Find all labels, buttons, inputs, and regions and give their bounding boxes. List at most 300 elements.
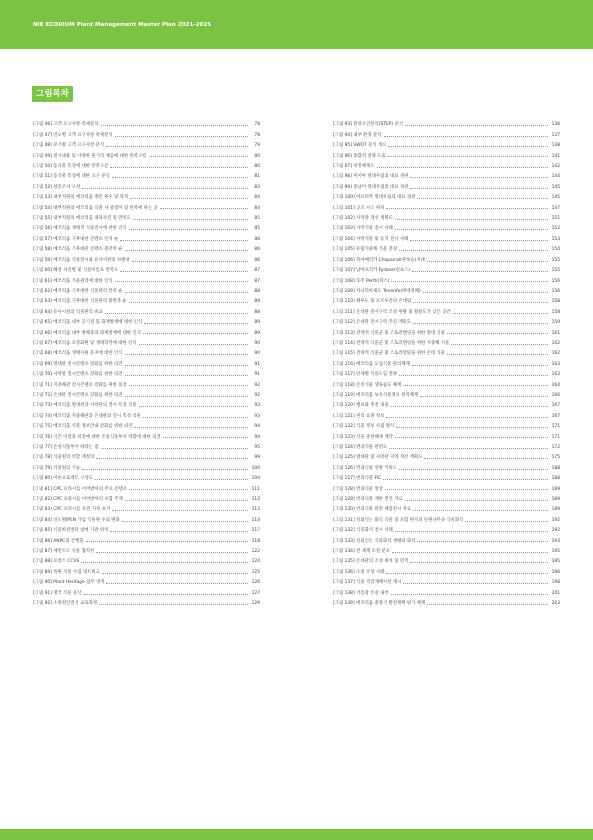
toc-entry-title: [그림 122] 식물 정보 수집 양식 (333, 424, 395, 430)
toc-entry-title: [그림 115] 전략적 식물군 및 스토리텔링을 위한 온대 식물 (333, 351, 446, 357)
toc-entry-title: [그림 94] 내부 환경 분석 (333, 132, 382, 138)
toc-entry-page: 195 (551, 549, 560, 555)
toc-entry-page: 163 (551, 372, 560, 378)
toc-entry-page: 147 (551, 205, 560, 211)
leader-dots (399, 375, 548, 376)
toc-entry[interactable] (33, 315, 260, 325)
toc-entry-title: [그림 78] 식물원의 역할 재정의 (33, 455, 95, 461)
toc-entry[interactable] (333, 512, 560, 522)
leader-dots (417, 198, 548, 199)
toc-entry-title: [그림 104] 사막식물 및 동지 전시 사례 (333, 236, 409, 242)
leader-dots (391, 594, 548, 595)
toc-entry-page: 196 (551, 569, 560, 575)
toc-entry[interactable] (33, 148, 260, 158)
toc-entry-title: [그림 136] 소절 조성 사례 (333, 569, 385, 575)
toc-entry[interactable] (33, 564, 260, 574)
toc-entry[interactable] (33, 127, 260, 137)
toc-entry[interactable] (33, 388, 260, 398)
toc-entry-page: 189 (551, 497, 560, 503)
toc-entry[interactable] (33, 263, 260, 273)
toc-entry-title: [그림 138] 거름장 온실 내부 (333, 590, 389, 596)
toc-entry-title: [그림 91] 명국 식물 유산 (33, 590, 82, 596)
toc-entry-title: [그림 135] 온대관의 조성 위치 및 면적 (333, 559, 409, 565)
leader-dots (399, 250, 548, 251)
toc-entry-title: [그림 70] 사막관 전시콘텐츠 강화를 위한 의견 (33, 372, 123, 378)
toc-entry[interactable] (333, 564, 560, 574)
leader-dots (377, 167, 549, 168)
leader-dots (105, 313, 248, 314)
toc-entry-title: [그림 98] 미서아 열대우림의 대표 경관 (333, 174, 409, 180)
toc-entry[interactable] (33, 512, 260, 522)
toc-entry-page: 104 (251, 476, 260, 482)
toc-entry-page: 125 (251, 569, 260, 575)
toc-entry[interactable] (333, 211, 560, 221)
leader-dots (386, 208, 548, 209)
toc-entry-page: 154 (551, 247, 560, 253)
toc-entry[interactable] (333, 544, 560, 554)
leader-dots (129, 385, 248, 386)
toc-entry-page: 117 (251, 528, 260, 534)
toc-entry-title: [그림 51] 동식물 특징에 대한 요구 분석 (33, 174, 110, 180)
leader-dots (410, 177, 548, 178)
leader-dots (122, 521, 248, 522)
toc-entry[interactable] (333, 367, 560, 377)
leader-dots (110, 167, 248, 168)
toc-entry-page: 198 (551, 580, 560, 586)
toc-entry[interactable] (333, 450, 560, 460)
toc-entry-page: 138 (551, 143, 560, 149)
toc-entry[interactable] (33, 533, 260, 543)
toc-entry[interactable] (333, 231, 560, 241)
toc-entry[interactable] (33, 221, 260, 231)
toc-entry-title: [그림 87] 세빈트드 식물 협력선 (33, 549, 95, 555)
toc-entry-page: 89 (254, 330, 260, 336)
toc-entry-page: 167 (551, 403, 560, 409)
leader-dots (120, 240, 248, 241)
toc-entry[interactable] (33, 554, 260, 564)
toc-entry[interactable] (333, 575, 560, 585)
toc-entry-title: [그림 48] 분기별 고객 요구사항 분석 (33, 143, 105, 149)
toc-entry[interactable] (333, 336, 560, 346)
toc-entry-page: 124 (251, 559, 260, 565)
toc-entry-title: [그림 82] CPC 프라시를 이어받아의 포함 주제 (33, 497, 123, 503)
toc-entry-title: [그림 90] Plant Heritage 업무 영역 (33, 580, 105, 586)
leader-dots (389, 448, 548, 449)
toc-entry-page: 112 (251, 497, 260, 503)
toc-entry-page: 93 (254, 413, 260, 419)
figure-list-left-column (33, 117, 260, 606)
toc-entry[interactable] (33, 231, 260, 241)
toc-entry-page: 203 (551, 601, 560, 607)
toc-entry[interactable] (33, 544, 260, 554)
toc-entry[interactable] (33, 304, 260, 314)
toc-entry[interactable] (333, 429, 560, 439)
leader-dots (125, 396, 249, 397)
toc-entry[interactable] (333, 502, 560, 512)
leader-dots (163, 437, 248, 438)
toc-entry[interactable] (33, 429, 260, 439)
toc-entry[interactable] (33, 585, 260, 595)
leader-dots (149, 156, 249, 157)
toc-entry[interactable] (33, 200, 260, 210)
toc-entry[interactable] (333, 554, 560, 564)
leader-dots (427, 604, 548, 605)
toc-entry[interactable] (333, 304, 560, 314)
leader-dots (101, 448, 249, 449)
toc-entry-page: 155 (551, 268, 560, 274)
toc-entry-title: [그림 110] 폐루도 및 포르투갈의 온대림 (333, 299, 412, 305)
toc-entry-page: 78 (254, 122, 260, 128)
toc-entry-title: [그림 95] SWOT 분석 개요 (333, 143, 387, 149)
leader-dots (447, 354, 548, 355)
toc-entry-page: 137 (551, 132, 560, 138)
toc-entry-page: 118 (251, 538, 260, 544)
toc-entry-title: [그림 139] 에코리움 중장기 발전계획 평가 체계 (333, 601, 426, 607)
toc-entry[interactable] (33, 398, 260, 408)
leader-dots (82, 469, 248, 470)
toc-entry-title: [그림 100] 아프리카 열대우림의 대표 경관 (333, 195, 416, 201)
toc-entry[interactable] (333, 284, 560, 294)
toc-entry[interactable] (333, 315, 560, 325)
leader-dots (427, 261, 548, 262)
toc-entry[interactable] (33, 575, 260, 585)
toc-entry-title: [그림 57] 에코리움 기후대관 콘텐츠 인지 순 (33, 236, 119, 242)
toc-entry-title: [그림 64] 유사시설의 식물관리 비교 (33, 309, 103, 315)
toc-entry-page: 144 (551, 174, 560, 180)
toc-entry-page: 151 (551, 216, 560, 222)
toc-entry[interactable] (33, 419, 260, 429)
toc-entry-title: [그림 85] 식물바전센터 참여 기관 위치 (33, 528, 109, 534)
toc-entry-page: 188 (551, 465, 560, 471)
toc-entry-page: 92 (254, 382, 260, 388)
leader-dots (423, 292, 548, 293)
toc-entry-page: 158 (551, 299, 560, 305)
toc-entry-page: 88 (254, 309, 260, 315)
toc-entry[interactable] (33, 460, 260, 470)
leader-dots (413, 510, 548, 511)
toc-entry[interactable] (333, 356, 560, 366)
toc-entry[interactable] (33, 169, 260, 179)
bottom-banner (0, 829, 593, 840)
toc-entry[interactable] (333, 388, 560, 398)
toc-entry[interactable] (333, 221, 560, 231)
leader-dots (102, 573, 248, 574)
toc-entry[interactable] (33, 190, 260, 200)
toc-entry[interactable] (33, 159, 260, 169)
toc-entry-title: [그림 109] 카나리아제도 Tenerife(테네리페) (333, 288, 421, 294)
toc-entry[interactable] (333, 169, 560, 179)
toc-entry-title: [그림 92] 소위원인전기 교육과정 (33, 601, 98, 607)
toc-entry[interactable] (333, 263, 560, 273)
toc-entry-page: 141 (551, 153, 560, 159)
toc-entry-page: 122 (251, 549, 260, 555)
toc-entry-title: [그림 47] 연도별 고객 요구사항 측세분석 (33, 132, 113, 138)
leader-dots (144, 323, 248, 324)
toc-entry-page: 86 (254, 257, 260, 263)
leader-dots (424, 458, 548, 459)
toc-entry-title: [그림 101] 공조 시스 위치 (333, 205, 385, 211)
toc-entry-title: [그림 59] 에코리움 식물전시와 유사이관의 차별성 (33, 257, 130, 263)
toc-entry[interactable] (33, 273, 260, 283)
leader-dots (391, 406, 548, 407)
toc-entry-page: 195 (551, 559, 560, 565)
leader-dots (384, 136, 548, 137)
leader-dots (403, 583, 548, 584)
toc-entry[interactable] (333, 138, 560, 148)
toc-entry[interactable] (33, 179, 260, 189)
leader-dots (395, 531, 548, 532)
toc-entry-page: 94 (254, 424, 260, 430)
toc-entry[interactable] (33, 502, 260, 512)
leader-dots (413, 323, 548, 324)
toc-entry[interactable] (333, 596, 560, 606)
leader-dots (134, 427, 248, 428)
toc-entry[interactable] (33, 284, 260, 294)
toc-entry-title: [그림 60] 해설 사진별 및 식물이름표 만족도 (33, 268, 119, 274)
toc-entry-title: [그림 118] 온실식물 생육습도 체계 (333, 382, 402, 388)
leader-dots (115, 136, 248, 137)
toc-entry[interactable] (333, 471, 560, 481)
leader-dots (112, 177, 248, 178)
toc-entry[interactable] (33, 471, 260, 481)
toc-entry[interactable] (333, 398, 560, 408)
toc-entry-page: 114 (251, 517, 260, 523)
toc-entry-title: [그림 99] 중남미 열대우림의 대표 경관 (333, 184, 409, 190)
toc-entry[interactable] (33, 523, 260, 533)
toc-entry[interactable] (333, 200, 560, 210)
leader-dots (99, 604, 248, 605)
toc-entry-page: 84 (254, 205, 260, 211)
toc-entry-page: 86 (254, 247, 260, 253)
toc-entry-page: 161 (551, 330, 560, 336)
toc-entry[interactable] (333, 440, 560, 450)
toc-entry-title: [그림 89] 목원 식물 수집 네트워크 (33, 569, 100, 575)
toc-entry-title: [그림 65] 에코리움 내부 공기질 및 화재방재에 대한 인식 (33, 320, 143, 326)
toc-entry[interactable] (333, 252, 560, 262)
toc-entry-page: 126 (251, 580, 260, 586)
toc-entry-page: 175 (551, 455, 560, 461)
leader-dots (84, 594, 248, 595)
toc-entry-title: [그림 108] 호주 Perth(퍼스) (333, 278, 390, 284)
leader-dots (112, 510, 248, 511)
leader-dots (101, 125, 249, 126)
leader-dots (106, 583, 248, 584)
toc-entry-page: 189 (551, 507, 560, 513)
toc-entry[interactable] (33, 450, 260, 460)
toc-entry-title: [그림 133] 실외인는 식물화석 생태와 화석 (333, 538, 416, 544)
toc-entry-title: [그림 112] 온대관 전시구역 추진 계획도 (333, 320, 412, 326)
leader-dots (405, 500, 548, 501)
toc-entry[interactable] (333, 408, 560, 418)
toc-entry-title: [그림 124] 번과식물 관련도 (333, 445, 388, 450)
toc-entry-page: 85 (254, 216, 260, 222)
toc-entry-page: 145 (551, 195, 560, 201)
toc-entry[interactable] (333, 190, 560, 200)
leader-dots (143, 333, 248, 334)
leader-dots (106, 146, 248, 147)
leader-dots (388, 146, 548, 147)
toc-entry[interactable] (33, 252, 260, 262)
toc-entry[interactable] (333, 159, 560, 169)
toc-entry-title: [그림 86] ANPC의 간행물 (33, 538, 84, 544)
leader-dots (396, 427, 548, 428)
toc-entry[interactable] (333, 294, 560, 304)
toc-entry[interactable] (333, 460, 560, 470)
leader-dots (86, 541, 248, 542)
leader-dots (385, 489, 548, 490)
toc-entry[interactable] (333, 148, 560, 158)
toc-entry[interactable] (33, 408, 260, 418)
toc-entry[interactable] (33, 440, 260, 450)
toc-entry[interactable] (33, 294, 260, 304)
toc-entry-title: [그림 127] 번과식물 FIC (333, 476, 382, 482)
leader-dots (412, 271, 548, 272)
toc-entry-title: [그림 134] 전 세계 소절 분포 (333, 549, 390, 555)
toc-entry[interactable] (333, 273, 560, 283)
toc-entry-title: [그림 58] 에코리움 기후대관 콘텐츠 불만족 순 (33, 247, 123, 253)
toc-entry-page: 87 (254, 268, 260, 274)
toc-entry-title: [그림 75] 에코리움 식물 정보안내 강화를 위한 의견 (33, 424, 133, 430)
toc-entry-title: [그림 67] 에코리움 포장화원 및 생태학연에 대한 인식 (33, 340, 137, 346)
leader-dots (399, 469, 548, 470)
toc-entry-page: 127 (251, 590, 260, 596)
toc-entry[interactable] (333, 585, 560, 595)
toc-entry[interactable] (33, 346, 260, 356)
toc-entry[interactable] (33, 356, 260, 366)
toc-entry[interactable] (333, 179, 560, 189)
toc-entry-page: 81 (254, 174, 260, 180)
toc-entry-title: [그림 61] 에코리움 식물관리에 대한 인식 (33, 278, 113, 284)
toc-entry[interactable] (33, 211, 260, 221)
leader-dots (417, 541, 548, 542)
toc-entry-page: 189 (551, 486, 560, 492)
toc-entry-title: [그림 79] 식물원의 기능 (33, 465, 81, 471)
toc-entry[interactable] (33, 138, 260, 148)
toc-entry-title: [그림 71] 지중해관 전시콘텐츠 강화를 위한 의견 (33, 382, 127, 388)
toc-entry-title: [그림 56] 에코리움 생태적 식물전시에 관한 인식 (33, 226, 127, 232)
toc-entry-page: 87 (254, 278, 260, 284)
toc-entry-page: 93 (254, 403, 260, 409)
toc-entry[interactable] (333, 377, 560, 387)
toc-entry[interactable] (333, 117, 560, 127)
leader-dots (395, 219, 548, 220)
toc-entry-title: [그림 88] 프랑스 CCVS (33, 559, 80, 565)
leader-dots (133, 219, 248, 220)
toc-entry[interactable] (33, 336, 260, 346)
toc-entry-page: 89 (254, 320, 260, 326)
toc-entry[interactable] (33, 117, 260, 127)
leader-dots (410, 562, 548, 563)
toc-entry-page: 162 (551, 351, 560, 357)
toc-entry[interactable] (333, 533, 560, 543)
toc-entry-title: [그림 72] 온대관 전시콘텐츠 강화를 위한 의견 (33, 392, 123, 398)
leader-dots (465, 521, 548, 522)
toc-entry-page: 92 (254, 392, 260, 398)
toc-entry[interactable] (33, 481, 260, 491)
toc-entry-page: 142 (551, 164, 560, 170)
toc-entry[interactable] (333, 346, 560, 356)
toc-entry[interactable] (333, 325, 560, 335)
leader-dots (125, 365, 249, 366)
toc-entry-page: 90 (254, 340, 260, 346)
toc-entry-title: [그림 129] 번과식물 재판 전연 자료 (333, 497, 403, 503)
toc-entry-page: 111 (251, 486, 260, 492)
toc-entry-title: [그림 63] 에코리움 기후대관 식물관리 불만족 순 (33, 299, 127, 305)
leader-dots (95, 479, 248, 480)
toc-entry-page: 166 (551, 392, 560, 398)
toc-entry[interactable] (333, 492, 560, 502)
leader-dots (129, 489, 248, 490)
toc-entry-title: [그림 76] 기존 이전과 비전에 대한 온실식물부서 역할에 대한 의견 (33, 434, 161, 440)
leader-dots (125, 292, 249, 293)
toc-entry[interactable] (333, 523, 560, 533)
toc-entry-title: [그림 102] 사막관 개선 계획도 (333, 216, 393, 222)
toc-entry[interactable] (33, 367, 260, 377)
leader-dots (129, 229, 248, 230)
leader-dots (395, 437, 548, 438)
toc-entry-page: 155 (551, 257, 560, 263)
toc-entry[interactable] (333, 419, 560, 429)
toc-entry-title: [그림 131] 실외인는 화석 식물 및 포함 원지의 단원나무속 식물화석 (333, 517, 464, 523)
toc-entry-title: [그림 55] 내부직원의 에코리움 제목사진 및 만족도 (33, 216, 131, 222)
running-header: NIE ECORIUM Plant Management Master Plan 2021-2025 (33, 22, 212, 28)
toc-entry[interactable] (33, 377, 260, 387)
toc-entry-title: [그림 77] 온실식물부서 바라는 점 (33, 445, 99, 450)
toc-entry[interactable] (33, 242, 260, 252)
toc-entry[interactable] (33, 492, 260, 502)
toc-entry[interactable] (33, 596, 260, 606)
toc-entry-page: 88 (254, 288, 260, 294)
toc-entry-title: [그림 62] 에코리움 기후대관 식물관리 만족 순 (33, 288, 123, 294)
toc-entry-page: 193 (551, 538, 560, 544)
leader-dots (403, 385, 548, 386)
toc-entry-page: 91 (254, 372, 260, 378)
toc-entry-title: [그림 80] 이론프로젝트 구상도 (33, 476, 93, 482)
toc-entry-page: 171 (551, 424, 560, 430)
toc-entry-title: [그림 93] 환경요인분석(STEP) 분석 (333, 122, 403, 128)
toc-entry-title: [그림 66] 에코리움 내부 병해충과 화재방제에 대한 인식 (33, 330, 141, 336)
leader-dots (410, 240, 548, 241)
toc-entry-title: [그림 52] 설문조사 구성 (33, 184, 81, 190)
toc-entry-title: [그림 128] 번과식물 영상 (333, 486, 383, 492)
toc-entry-title: [그림 84] 연도별IPEN 가입 식물원 수의 변화 (33, 517, 120, 523)
toc-entry-title: [그림 73] 에코리움 열대관과 사막관의 전시 특징 식물 (33, 403, 137, 409)
figure-list-right-column (333, 117, 560, 606)
leader-dots (120, 271, 248, 272)
toc-entry-page: 167 (551, 413, 560, 419)
leader-dots (139, 344, 248, 345)
toc-entry-title: [그림 50] 동식물 특징에 대한 만족구름 (33, 164, 109, 170)
leader-dots (388, 156, 548, 157)
toc-entry[interactable] (33, 325, 260, 335)
toc-entry[interactable] (333, 127, 560, 137)
toc-entry-title: [그림 69] 열대관 전시콘텐츠 강화를 위한 의견 (33, 361, 123, 367)
toc-entry-page: 163 (551, 361, 560, 367)
leader-dots (110, 531, 248, 532)
toc-entry[interactable] (333, 242, 560, 252)
toc-entry-title: [그림 137] 식물 격리재배시설 계시 (333, 580, 402, 586)
section-title: 그림목차 (32, 86, 73, 102)
toc-entry-title: [그림 119] 에코리움 보유식물정보 관리체계 (333, 392, 419, 398)
toc-entry-page: 192 (551, 528, 560, 534)
toc-entry-title: [그림 106] 북아메리카 Chaparral(관목숲)지대 (333, 257, 425, 263)
toc-entry[interactable] (333, 481, 560, 491)
toc-entry-page: 159 (551, 320, 560, 326)
toc-entry-title: [그림 132] 식물화석 전시 사례 (333, 528, 393, 534)
leader-dots (132, 261, 248, 262)
leader-dots (405, 125, 548, 126)
toc-entry-title: [그림 126] 번과식물 연판 키워드 (333, 465, 398, 471)
